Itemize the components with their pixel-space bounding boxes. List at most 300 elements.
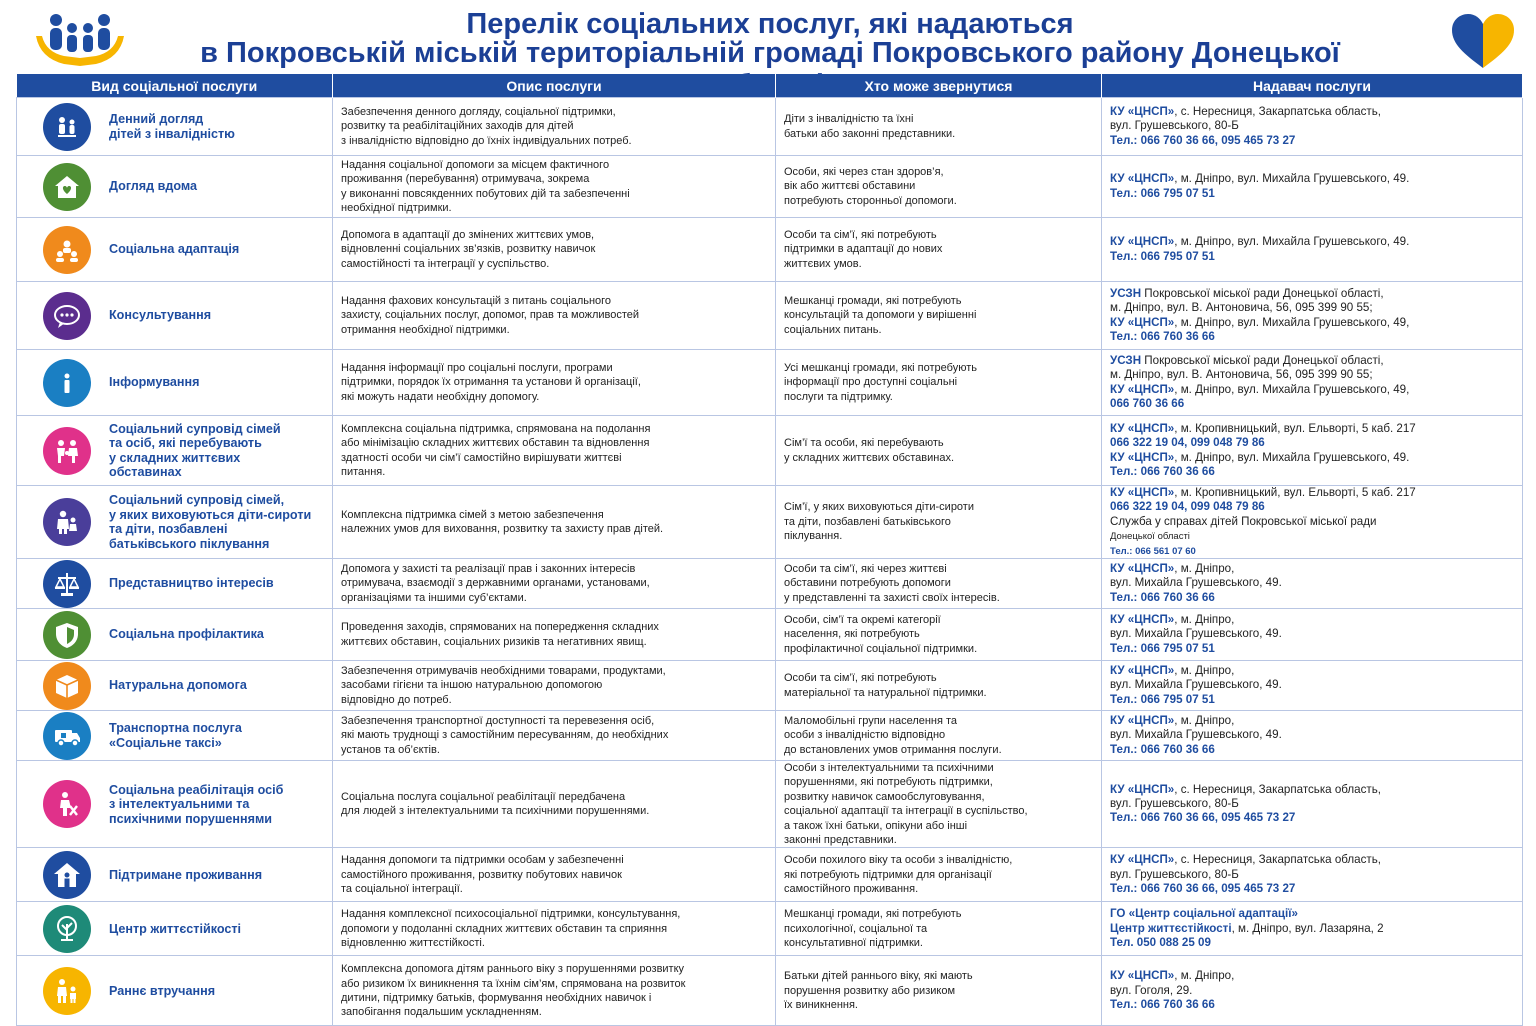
provider-line — [1110, 354, 1514, 368]
provider-line — [1110, 693, 1514, 707]
eligible-recipients-line: психологічної, соціальної та — [784, 922, 928, 935]
eligible-recipients — [776, 956, 1102, 1026]
service-cell — [17, 282, 333, 350]
service-name-line: «Соціальне таксі» — [109, 735, 222, 750]
eligible-recipients-line: консультацій та допомоги у вирішенні — [784, 309, 977, 322]
provider-text: вул. Грушевського, 80-Б — [1110, 867, 1239, 881]
eligible-recipients-line: самостійного проживання. — [784, 883, 919, 896]
provider-phone: Тел.: 066 760 36 66 — [1110, 464, 1215, 478]
eligible-recipients-line: у складних життєвих обставинах. — [784, 451, 955, 464]
service-name-line: Підтримане проживання — [109, 867, 263, 882]
table-row — [17, 156, 1523, 218]
service-description-line: належних умов для виховання, розвитку та захисту прав дітей. — [341, 523, 664, 536]
provider-line — [1110, 368, 1514, 382]
service-name-line: Натуральна допомога — [109, 678, 247, 693]
provider-phone: 066 322 19 04, 099 048 79 86 — [1110, 436, 1265, 450]
info-icon — [43, 359, 91, 407]
service-description-line: отримання необхідної підтримки. — [341, 323, 510, 336]
service-name-line: Представництво інтересів — [109, 576, 274, 591]
service-description — [333, 416, 776, 486]
provider-line — [1110, 714, 1514, 728]
eligible-recipients-line: соціальної адаптації та інтеграції в суспільство, — [784, 805, 1028, 818]
service-description-line: самостійності та інтеграції у суспільство. — [341, 257, 550, 270]
provider-line — [1110, 936, 1514, 950]
eligible-recipients — [776, 661, 1102, 711]
provider-phone: Тел.: 066 760 36 66 — [1110, 329, 1215, 343]
provider-text: , м. Дніпро, вул. Михайла Грушевського, 49. — [1174, 172, 1410, 186]
provider-line — [1110, 544, 1514, 558]
service-description-line: організаціями та іншими суб’єктами. — [341, 591, 527, 604]
eligible-recipients-line: інформації про доступні соціальні — [784, 376, 958, 389]
service-description — [333, 156, 776, 218]
service-description-line: відновленню життєстійкості. — [341, 937, 485, 950]
service-name-line: Соціальна реабілітація осіб — [109, 782, 284, 797]
provider-line — [1110, 576, 1514, 590]
table-row — [17, 350, 1523, 416]
service-description-line: Надання допомоги та підтримки особам у забезпеченні — [341, 854, 624, 867]
provider-org-name: УСЗН — [1110, 353, 1142, 367]
service-description — [333, 761, 776, 848]
service-description-line: Забезпечення транспортної доступності та перевезення осіб, — [341, 714, 655, 727]
table-row — [17, 559, 1523, 609]
service-description-line: проживання (перебування) отримувача, зокрема — [341, 173, 590, 186]
table-row — [17, 956, 1523, 1026]
service-name-line: Догляд вдома — [109, 179, 198, 194]
provider-org-name: КУ «ЦНСП» — [1110, 486, 1175, 499]
service-provider — [1102, 350, 1523, 416]
provider-text: вул. Гоголя, 29. — [1110, 983, 1193, 997]
provider-line — [1110, 922, 1514, 936]
eligible-recipients-line: Особи та сім’ї, які потребують — [784, 672, 937, 685]
service-description-line: самостійного проживання, розвитку побутових навичок — [341, 868, 622, 881]
group-people-icon — [43, 226, 91, 274]
service-name-line: Консультування — [109, 308, 212, 323]
eligible-recipients-line: Сім’ї та особи, які перебувають — [784, 437, 944, 450]
service-name — [109, 627, 264, 642]
provider-line — [1110, 969, 1514, 983]
eligible-recipients-line: піклування. — [784, 530, 843, 543]
provider-text: , с. Нересниця, Закарпатська область, — [1174, 782, 1381, 796]
service-name-line: Центр життєстійкості — [109, 921, 242, 936]
provider-text: вул. Грушевського, 80-Б — [1110, 119, 1239, 133]
service-cell — [17, 218, 333, 282]
van-icon — [43, 712, 91, 760]
provider-text: , м. Кропивницький, вул. Ельворті, 5 каб. 217 — [1174, 486, 1416, 499]
service-description-line: у виконанні повсякденних побутових дій та забезпеченні — [341, 187, 630, 200]
service-description-line: для людей з інтелектуальними та психічними порушеннями. — [341, 805, 650, 818]
provider-line — [1110, 250, 1514, 264]
service-name — [109, 242, 239, 257]
provider-line — [1110, 562, 1514, 576]
provider-org-name: ГО «Центр соціальної адаптації» — [1110, 907, 1298, 921]
provider-text: , м. Дніпро, — [1174, 612, 1235, 626]
service-cell — [17, 711, 333, 761]
service-cell — [17, 761, 333, 848]
provider-org-name: УСЗН — [1110, 286, 1142, 300]
eligible-recipients-line: порушеннями, які потребують підтримки, — [784, 776, 993, 789]
provider-line — [1110, 422, 1514, 436]
service-description-line: необхідної підтримки. — [341, 201, 452, 214]
provider-line — [1110, 119, 1514, 133]
provider-text: , м. Кропивницький, вул. Ельворті, 5 каб. 217 — [1174, 421, 1416, 435]
service-provider — [1102, 156, 1523, 218]
eligible-recipients-line: життєвих умов. — [784, 257, 862, 270]
provider-line — [1110, 397, 1514, 411]
provider-text: м. Дніпро, вул. В. Антоновича, 56, 095 399 90 55; — [1110, 301, 1373, 315]
provider-org-name: Центр життєстійкості — [1110, 921, 1232, 935]
provider-line — [1110, 465, 1514, 479]
provider-phone: Тел.: 066 795 07 51 — [1110, 186, 1215, 200]
service-name — [109, 308, 211, 323]
provider-text: вул. Михайла Грушевського, 49. — [1110, 576, 1282, 590]
table-row — [17, 711, 1523, 761]
provider-phone: Тел.: 066 760 36 66 — [1110, 998, 1215, 1012]
eligible-recipients-line: підтримки в адаптації до нових — [784, 243, 943, 256]
service-name — [109, 922, 241, 937]
provider-line — [1110, 882, 1514, 896]
eligible-recipients — [776, 98, 1102, 156]
eligible-recipients-line: порушення розвитку або ризиком — [784, 984, 956, 997]
provider-org-name: КУ «ЦНСП» — [1110, 853, 1175, 867]
eligible-recipients-line: законні представники. — [784, 834, 897, 847]
service-description — [333, 661, 776, 711]
provider-org-name: КУ «ЦНСП» — [1110, 663, 1175, 677]
provider-text: вул. Михайла Грушевського, 49. — [1110, 627, 1282, 641]
parent-kid-icon — [43, 967, 91, 1015]
provider-phone: Тел.: 066 760 36 66, 095 465 73 27 — [1110, 133, 1296, 147]
eligible-recipients-line: Особи, які через стан здоров’я, — [784, 165, 944, 178]
table-row — [17, 486, 1523, 559]
service-description-line: запобігання подальшим ускладненням. — [341, 1006, 542, 1019]
service-description-line: та соціальної інтеграції. — [341, 883, 463, 896]
provider-phone: Тел.: 066 795 07 51 — [1110, 692, 1215, 706]
service-name-line: Соціальна адаптація — [109, 242, 240, 257]
service-name — [109, 984, 215, 999]
provider-text: м. Дніпро, вул. В. Антоновича, 56, 095 399 90 55; — [1110, 368, 1373, 382]
service-description-line: які мають труднощі з самостійним пересуванням, до необхідних — [341, 729, 669, 742]
eligible-recipients-line: Усі мешканці громади, які потребують — [784, 361, 977, 374]
eligible-recipients-line: соціальних питань. — [784, 323, 882, 336]
provider-text: Покровської міської ради Донецької області, — [1141, 353, 1384, 367]
eligible-recipients-line: Мешканці громади, які потребують — [784, 908, 962, 921]
provider-org-name: КУ «ЦНСП» — [1110, 421, 1175, 435]
service-description-line: допомоги у подоланні складних життєвих обставин та сприяння — [341, 922, 668, 935]
eligible-recipients-line: матеріальної та натуральної підтримки. — [784, 686, 987, 699]
service-name-line: Соціальний супровід сімей — [109, 421, 281, 436]
service-description-line: захисту, соціальних послуг, допомог, прав та можливостей — [341, 309, 640, 322]
service-description — [333, 350, 776, 416]
eligible-recipients-line: Особи з інтелектуальними та психічними — [784, 762, 994, 775]
eligible-recipients-line: Особи похилого віку та особи з інвалідністю, — [784, 854, 1013, 867]
service-name-line: Інформування — [109, 375, 200, 390]
table-row — [17, 416, 1523, 486]
tree-icon — [43, 905, 91, 953]
service-name — [109, 493, 311, 551]
column-header-who: Хто може звернутися — [776, 75, 1102, 98]
provider-line — [1110, 134, 1514, 148]
service-name-line: обставинах — [109, 465, 182, 479]
service-name-line: Раннє втручання — [109, 983, 216, 998]
service-provider — [1102, 848, 1523, 902]
provider-line — [1110, 187, 1514, 201]
provider-line — [1110, 500, 1514, 514]
provider-phone: 066 322 19 04, 099 048 79 86 — [1110, 500, 1265, 514]
parent-child-icon — [43, 498, 91, 546]
eligible-recipients — [776, 609, 1102, 661]
service-description — [333, 711, 776, 761]
eligible-recipients-line: Особи та сім’ї, які через життєві — [784, 562, 947, 575]
service-cell — [17, 559, 333, 609]
provider-org-name: КУ «ЦНСП» — [1110, 315, 1175, 329]
service-provider — [1102, 711, 1523, 761]
provider-line — [1110, 301, 1514, 315]
service-description-line: здатності особи чи сім’ї самостійно вирішувати життєві — [341, 451, 622, 464]
children-with-adult-icon — [43, 103, 91, 151]
service-name-line: з інтелектуальними та — [109, 797, 250, 811]
service-cell — [17, 98, 333, 156]
provider-text: , м. Дніпро, — [1174, 663, 1235, 677]
box-icon — [43, 662, 91, 710]
provider-line — [1110, 743, 1514, 757]
provider-phone: Тел. 050 088 25 09 — [1110, 936, 1211, 950]
service-name — [109, 422, 281, 480]
provider-org-name: КУ «ЦНСП» — [1110, 969, 1175, 983]
service-description-line: розвитку та реабілітаційних заходів для дітей — [341, 120, 574, 133]
service-name-line: та осіб, які перебувають — [109, 436, 262, 450]
provider-line — [1110, 853, 1514, 867]
eligible-recipients-line: консультативної підтримки. — [784, 937, 923, 950]
service-description-line: Проведення заходів, спрямованих на попередження складних — [341, 621, 659, 634]
eligible-recipients-line: Мешканці громади, які потребують — [784, 294, 962, 307]
provider-text: , м. Дніпро, вул. Михайла Грушевського, 49, — [1174, 315, 1410, 329]
service-description-line: або ризиком їх виникнення та їхнім сім’ям, спрямована на розвиток — [341, 977, 686, 990]
provider-org-name: КУ «ЦНСП» — [1110, 450, 1175, 464]
service-description-line: Допомога в адаптації до змінених життєвих умов, — [341, 228, 595, 241]
provider-phone: 066 760 36 66 — [1110, 396, 1185, 410]
service-description-line: або мінімізацію складних життєвих обставин та відновлення — [341, 437, 650, 450]
eligible-recipients-line: вік або життєві обставини — [784, 180, 916, 193]
service-cell — [17, 416, 333, 486]
scales-icon — [43, 560, 91, 608]
provider-line — [1110, 868, 1514, 882]
service-cell — [17, 486, 333, 559]
service-description-line: Надання інформації про соціальні послуги, програми — [341, 361, 613, 374]
table-header-row — [17, 75, 1523, 98]
provider-phone: Тел.: 066 760 36 66 — [1110, 590, 1215, 604]
house-person-icon — [43, 851, 91, 899]
service-name — [109, 375, 199, 390]
service-provider — [1102, 98, 1523, 156]
eligible-recipients — [776, 848, 1102, 902]
provider-org-name: КУ «ЦНСП» — [1110, 782, 1175, 796]
table-row — [17, 98, 1523, 156]
eligible-recipients — [776, 350, 1102, 416]
page-header — [0, 0, 1536, 74]
provider-text: Покровської міської ради Донецької області, — [1141, 286, 1384, 300]
provider-text: , с. Нересниця, Закарпатська область, — [1174, 853, 1381, 867]
service-name-line: Транспортна послуга — [109, 721, 242, 736]
service-description-line: Забезпечення денного догляду, соціальної підтримки, — [341, 105, 616, 118]
service-provider — [1102, 486, 1523, 559]
service-cell — [17, 902, 333, 956]
eligible-recipients-line: потребують сторонньої допомоги. — [784, 194, 957, 207]
service-description — [333, 609, 776, 661]
provider-org-name: КУ «ЦНСП» — [1110, 104, 1175, 118]
table-row — [17, 848, 1523, 902]
provider-line — [1110, 591, 1514, 605]
provider-org-name: КУ «ЦНСП» — [1110, 713, 1175, 727]
provider-line — [1110, 678, 1514, 692]
provider-text: , м. Дніпро, вул. Лазаряна, 2 — [1231, 921, 1384, 935]
eligible-recipients — [776, 282, 1102, 350]
service-provider — [1102, 761, 1523, 848]
provider-text: , с. Нересниця, Закарпатська область, — [1174, 104, 1381, 118]
provider-line — [1110, 728, 1514, 742]
provider-line — [1110, 515, 1514, 529]
eligible-recipients-line: Особи та сім’ї, які потребують — [784, 228, 937, 241]
eligible-recipients-line: а також їхні батьки, опікуни або інші — [784, 819, 968, 832]
service-name — [109, 783, 283, 827]
service-name — [109, 721, 242, 750]
service-cell — [17, 156, 333, 218]
service-provider — [1102, 218, 1523, 282]
service-provider — [1102, 416, 1523, 486]
service-name-line: Соціальний супровід сімей, — [109, 493, 285, 508]
provider-phone: Тел.: 066 760 36 66, 095 465 73 27 — [1110, 811, 1296, 825]
provider-text: вул. Михайла Грушевського, 49. — [1110, 678, 1282, 692]
family-hands-logo-icon — [34, 6, 126, 70]
eligible-recipients — [776, 559, 1102, 609]
eligible-recipients-line: їх виникнення. — [784, 999, 858, 1012]
eligible-recipients — [776, 902, 1102, 956]
service-description-line: Надання соціальної допомоги за місцем фактичного — [341, 158, 610, 171]
provider-org-name: КУ «ЦНСП» — [1110, 612, 1175, 626]
provider-line — [1110, 486, 1514, 500]
service-description-line: Забезпечення отримувачів необхідними товарами, продуктами, — [341, 664, 666, 677]
rehab-person-icon — [43, 780, 91, 828]
service-description-line: які можуть надати необхідну допомогу. — [341, 390, 540, 403]
table-row — [17, 761, 1523, 848]
service-name-line: дітей з інвалідністю — [109, 126, 235, 141]
service-description-line: підтримки, порядок їх отримання та установи й організації, — [341, 376, 641, 389]
family-icon — [43, 427, 91, 475]
provider-phone: Тел.: 066 795 07 51 — [1110, 249, 1215, 263]
services-table — [16, 74, 1523, 1026]
provider-line — [1110, 451, 1514, 465]
service-name — [109, 576, 274, 591]
provider-phone: Тел.: 066 561 07 60 — [1110, 545, 1196, 557]
eligible-recipients — [776, 156, 1102, 218]
table-row — [17, 609, 1523, 661]
provider-line — [1110, 664, 1514, 678]
service-name-line: психічними порушеннями — [109, 811, 273, 826]
service-cell — [17, 350, 333, 416]
eligible-recipients-line: батьки або законні представники. — [784, 127, 956, 140]
service-name-line: та діти, позбавлені — [109, 522, 228, 537]
column-header-provider: Надавач послуги — [1102, 75, 1523, 98]
service-cell — [17, 848, 333, 902]
eligible-recipients-line: профілактичної соціальної підтримки. — [784, 642, 978, 655]
service-provider — [1102, 661, 1523, 711]
eligible-recipients-line: у представленні та захисті своїх інтересів. — [784, 591, 1000, 604]
table-row — [17, 902, 1523, 956]
service-description-line: з інвалідністю відповідно до їхніх індивідуальних потреб. — [341, 134, 632, 147]
provider-text: вул. Михайла Грушевського, 49. — [1110, 728, 1282, 742]
provider-line — [1110, 642, 1514, 656]
service-description-line: Надання фахових консультацій з питань соціального — [341, 294, 612, 307]
provider-line — [1110, 529, 1514, 543]
provider-line — [1110, 330, 1514, 344]
service-name-line: Денний догляд — [109, 112, 204, 126]
service-description — [333, 486, 776, 559]
service-provider — [1102, 609, 1523, 661]
service-description — [333, 282, 776, 350]
service-description-line: життєвих обставин, соціальних ризиків та негативних явищ. — [341, 635, 647, 648]
column-header-service: Вид соціальної послуги — [17, 75, 333, 98]
provider-text: Донецької області — [1110, 531, 1190, 543]
service-name-line: батьківського піклування — [109, 536, 270, 551]
provider-phone: Тел.: 066 760 36 66, 095 465 73 27 — [1110, 882, 1296, 896]
service-cell — [17, 609, 333, 661]
service-name-line: Соціальна профілактика — [109, 627, 264, 642]
provider-text: , м. Дніпро, вул. Михайла Грушевського, 49. — [1174, 235, 1410, 249]
provider-text: , м. Дніпро, — [1174, 969, 1235, 983]
service-name-line: у яких виховуються діти-сироти — [109, 507, 312, 522]
page-title-line1: Перелік соціальних послуг, які надаються — [466, 8, 1074, 40]
service-description — [333, 218, 776, 282]
provider-org-name: КУ «ЦНСП» — [1110, 235, 1175, 249]
provider-line — [1110, 783, 1514, 797]
table-row — [17, 218, 1523, 282]
service-description-line: отримувача, взаємодії з державними органами, установами, — [341, 577, 650, 590]
provider-text: , м. Дніпро, вул. Михайла Грушевського, 49. — [1174, 450, 1410, 464]
eligible-recipients-line: Особи, сім’ї та окремі категорії — [784, 613, 941, 626]
provider-line — [1110, 984, 1514, 998]
service-description-line: відновленні соціальних зв’язків, розвитку навичок — [341, 243, 596, 256]
service-description — [333, 956, 776, 1026]
service-provider — [1102, 902, 1523, 956]
provider-line — [1110, 797, 1514, 811]
eligible-recipients — [776, 416, 1102, 486]
service-description-line: засобами гігієни та іншою натуральною допомогою — [341, 679, 603, 692]
column-header-description: Опис послуги — [333, 75, 776, 98]
shield-icon — [43, 611, 91, 659]
eligible-recipients-line: Діти з інвалідністю та їхні — [784, 113, 914, 126]
service-description-line: Допомога у захисті та реалізації прав і законних інтересів — [341, 562, 636, 575]
service-provider — [1102, 956, 1523, 1026]
provider-line — [1110, 627, 1514, 641]
provider-line — [1110, 811, 1514, 825]
service-description-line: дитини, підтримку батьків, формування необхідних навичок і — [341, 991, 652, 1004]
provider-line — [1110, 613, 1514, 627]
service-description — [333, 902, 776, 956]
page-title-line2: в Покровській міській територіальній громаді Покровського району Донецької — [200, 37, 1340, 69]
provider-line — [1110, 235, 1514, 249]
provider-phone: Тел.: 066 795 07 51 — [1110, 641, 1215, 655]
eligible-recipients-line: населення, які потребують — [784, 628, 920, 641]
provider-line — [1110, 998, 1514, 1012]
provider-text: , м. Дніпро, вул. Михайла Грушевського, 49, — [1174, 382, 1410, 396]
service-description-line: питання. — [341, 465, 386, 478]
eligible-recipients-line: Сім’ї, у яких виховуються діти-сироти — [784, 501, 974, 514]
provider-org-name: КУ «ЦНСП» — [1110, 172, 1175, 186]
provider-line — [1110, 383, 1514, 397]
service-description-line: відповідно до потреб. — [341, 693, 452, 706]
eligible-recipients — [776, 218, 1102, 282]
provider-line — [1110, 287, 1514, 301]
eligible-recipients-line: особи з інвалідністю відповідно — [784, 729, 946, 742]
service-description-line: Комплексна підтримка сімей з метою забезпечення — [341, 508, 604, 521]
